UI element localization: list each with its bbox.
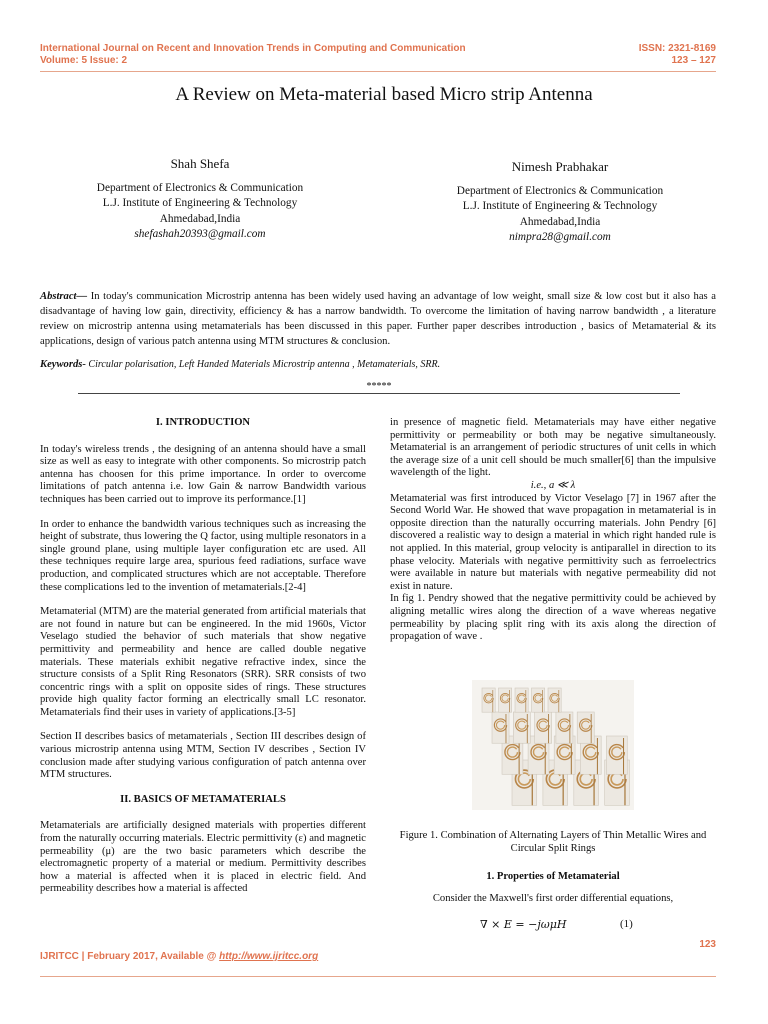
equation: ∇ × E = −jωμH — [480, 918, 567, 931]
volume-issue: Volume: 5 Issue: 2 — [40, 55, 128, 66]
paragraph: In today's wireless trends , the designing of an antenna should have a small size as well as easy to integrate with other components. So microstrip patch antenna has choosen for this prime importance. In order to overcome limitations of patch antenna i.e. low Gain & narrow Bandwidth various techniques has been carried out to improve its performance.[1] — [40, 443, 366, 505]
footer-text: IJRITCC | February 2017, Available @ — [40, 951, 220, 962]
keywords-text: Circular polarisation, Left Handed Materials Microstrip antenna , Metamaterials, SRR. — [85, 359, 441, 370]
paragraph: in presence of magnetic field. Metamaterials may have either negative permittivity or permeability or both may be negative simultaneously. Metamaterial is an arrangement of periodic structures of unit cells in which the average size of a unit cell should be much smaller[6] than the impulsive wavelength of the light. — [390, 417, 716, 479]
author-block-2 — [420, 159, 700, 246]
section-heading-introduction: I. INTRODUCTION — [155, 417, 251, 428]
section-separator: ***** — [78, 381, 680, 394]
keywords — [40, 358, 716, 372]
section-heading-basics: II. BASICS OF METAMATERIALS — [120, 793, 286, 805]
author-email: shefashah20393@gmail.com — [134, 228, 266, 240]
author-institute: L.J. Institute of Engineering & Technology — [462, 200, 658, 212]
paragraph: Metamaterial (MTM) are the material generated from artificial materials that are not found in nature but can be engineered. In the mid 1960s, Victor Veselago studied the behavior of such materials that show negative permittivity and permeability and hence are called double negative materials. These materials exhibit negative refractive index, since the structure consists of a Split Ring Resonators (SRR). SRR consists of two concentric rings with a split on opposite sides of rings. These structures provide high quality factor forming an electrically small LC resonator. Metamaterials find their uses in variety of applications.[3-5] — [40, 606, 366, 718]
split-ring-photo — [472, 680, 634, 810]
author-institute: L.J. Institute of Engineering & Technology — [102, 197, 298, 209]
author-name: Shah Shefa — [170, 156, 230, 171]
paragraph: Metamaterial was first introduced by Victor Veselago [7] in 1967 after the Second World War. He showed that wave propagation in metamaterial is in opposite direction than the naturally occurring materials. John Pendry [6] discovered a realistic way to design a material in which right handed rule is not applied. In this material, group velocity is antiparallel in direction to its phase velocity. Materials with negative permittivity such as ferroelectrics were available in nature but materials with negative permeability did not exist in nature. — [390, 492, 716, 592]
figure-caption: Figure 1. Combination of Alternating Layers of Thin Metallic Wires and Circular Split Rings — [399, 830, 707, 854]
abstract — [40, 289, 716, 349]
paragraph: Section II describes basics of metamaterials , Section III describes design of various microstrip antenna using MTM, Section IV describes , Section IV conclusion made after studying various configuration of patch antenna over MTM structures. — [40, 731, 366, 781]
equation-number: (1) — [620, 918, 633, 930]
author-email: nimpra28@gmail.com — [509, 231, 611, 243]
right-column — [390, 417, 716, 644]
issn: ISSN: 2321-8169 — [638, 43, 716, 54]
footer-divider — [40, 976, 716, 977]
paragraph: In order to enhance the bandwidth various techniques such as increasing the height of substrate, thus lowering the Q factor, using multiple resonators in a single ground plane, using multiple layer configuration etc are used. All these techniques require large area, spurious feed radiations, surface wave production, and complicated structures which are not acceptable. Therefore these complications led to the invention of metamaterials.[2-4] — [40, 518, 366, 593]
author-name: Nimesh Prabhakar — [511, 159, 609, 174]
abstract-text: In today's communication Microstrip antenna has been widely used having an advantage of low weight, small size & low cost but it also has a disadvantage of having low gain, directivity, efficiency & has a narrow bandwidth. To overcome the limitation of having narrow bandwidth , a literature review on microstrip antenna using metamaterials has been discussed in this paper. Further paper describes introduction , basics of Metamaterial & its applications, design of various patch antenna using MTM structures & conclusion. — [40, 291, 716, 347]
author-city: Ahmedabad,India — [159, 212, 241, 225]
paragraph: Consider the Maxwell's first order differential equations, — [432, 893, 674, 904]
keywords-label: Keywords- — [40, 359, 86, 370]
header-divider — [40, 71, 716, 72]
abstract-label: Abstract— — [40, 291, 88, 302]
footer — [40, 951, 318, 962]
page-range: 123 – 127 — [671, 55, 716, 66]
author-dept: Department of Electronics & Communication — [456, 184, 664, 197]
subsection-heading-properties: 1. Properties of Metamaterial — [486, 871, 620, 882]
journal-link[interactable]: http://www.ijritcc.org — [219, 951, 319, 962]
page-number: 123 — [699, 939, 716, 950]
paragraph: In fig 1. Pendry showed that the negative permittivity could be achieved by aligning metallic wires along the direction of a wave whereas negative permeability by placing split ring with its axis along the direction of propagation of wave . — [390, 593, 716, 643]
journal-name: International Journal on Recent and Innovation Trends in Computing and Communication — [40, 43, 466, 54]
paragraph: Metamaterials are artificially designed materials with properties different from the naturally occurring materials. Electric permittivity (ε) and magnetic permeability (μ) are the two basic parameters which describe the electromagnetic property of a material or medium. Permittivity describes how a material is affected when it is placed in electric field. And permeability describes how a material is affected — [40, 820, 366, 895]
figure-split-ring-array — [472, 680, 634, 810]
left-column — [40, 417, 366, 908]
relation-expression: i.e., a ≪ λ — [530, 479, 576, 491]
author-dept: Department of Electronics & Communication — [96, 181, 304, 194]
paper-title: A Review on Meta-material based Micro strip Antenna — [175, 84, 593, 105]
author-block-1 — [60, 156, 340, 243]
author-city: Ahmedabad,India — [519, 215, 601, 228]
